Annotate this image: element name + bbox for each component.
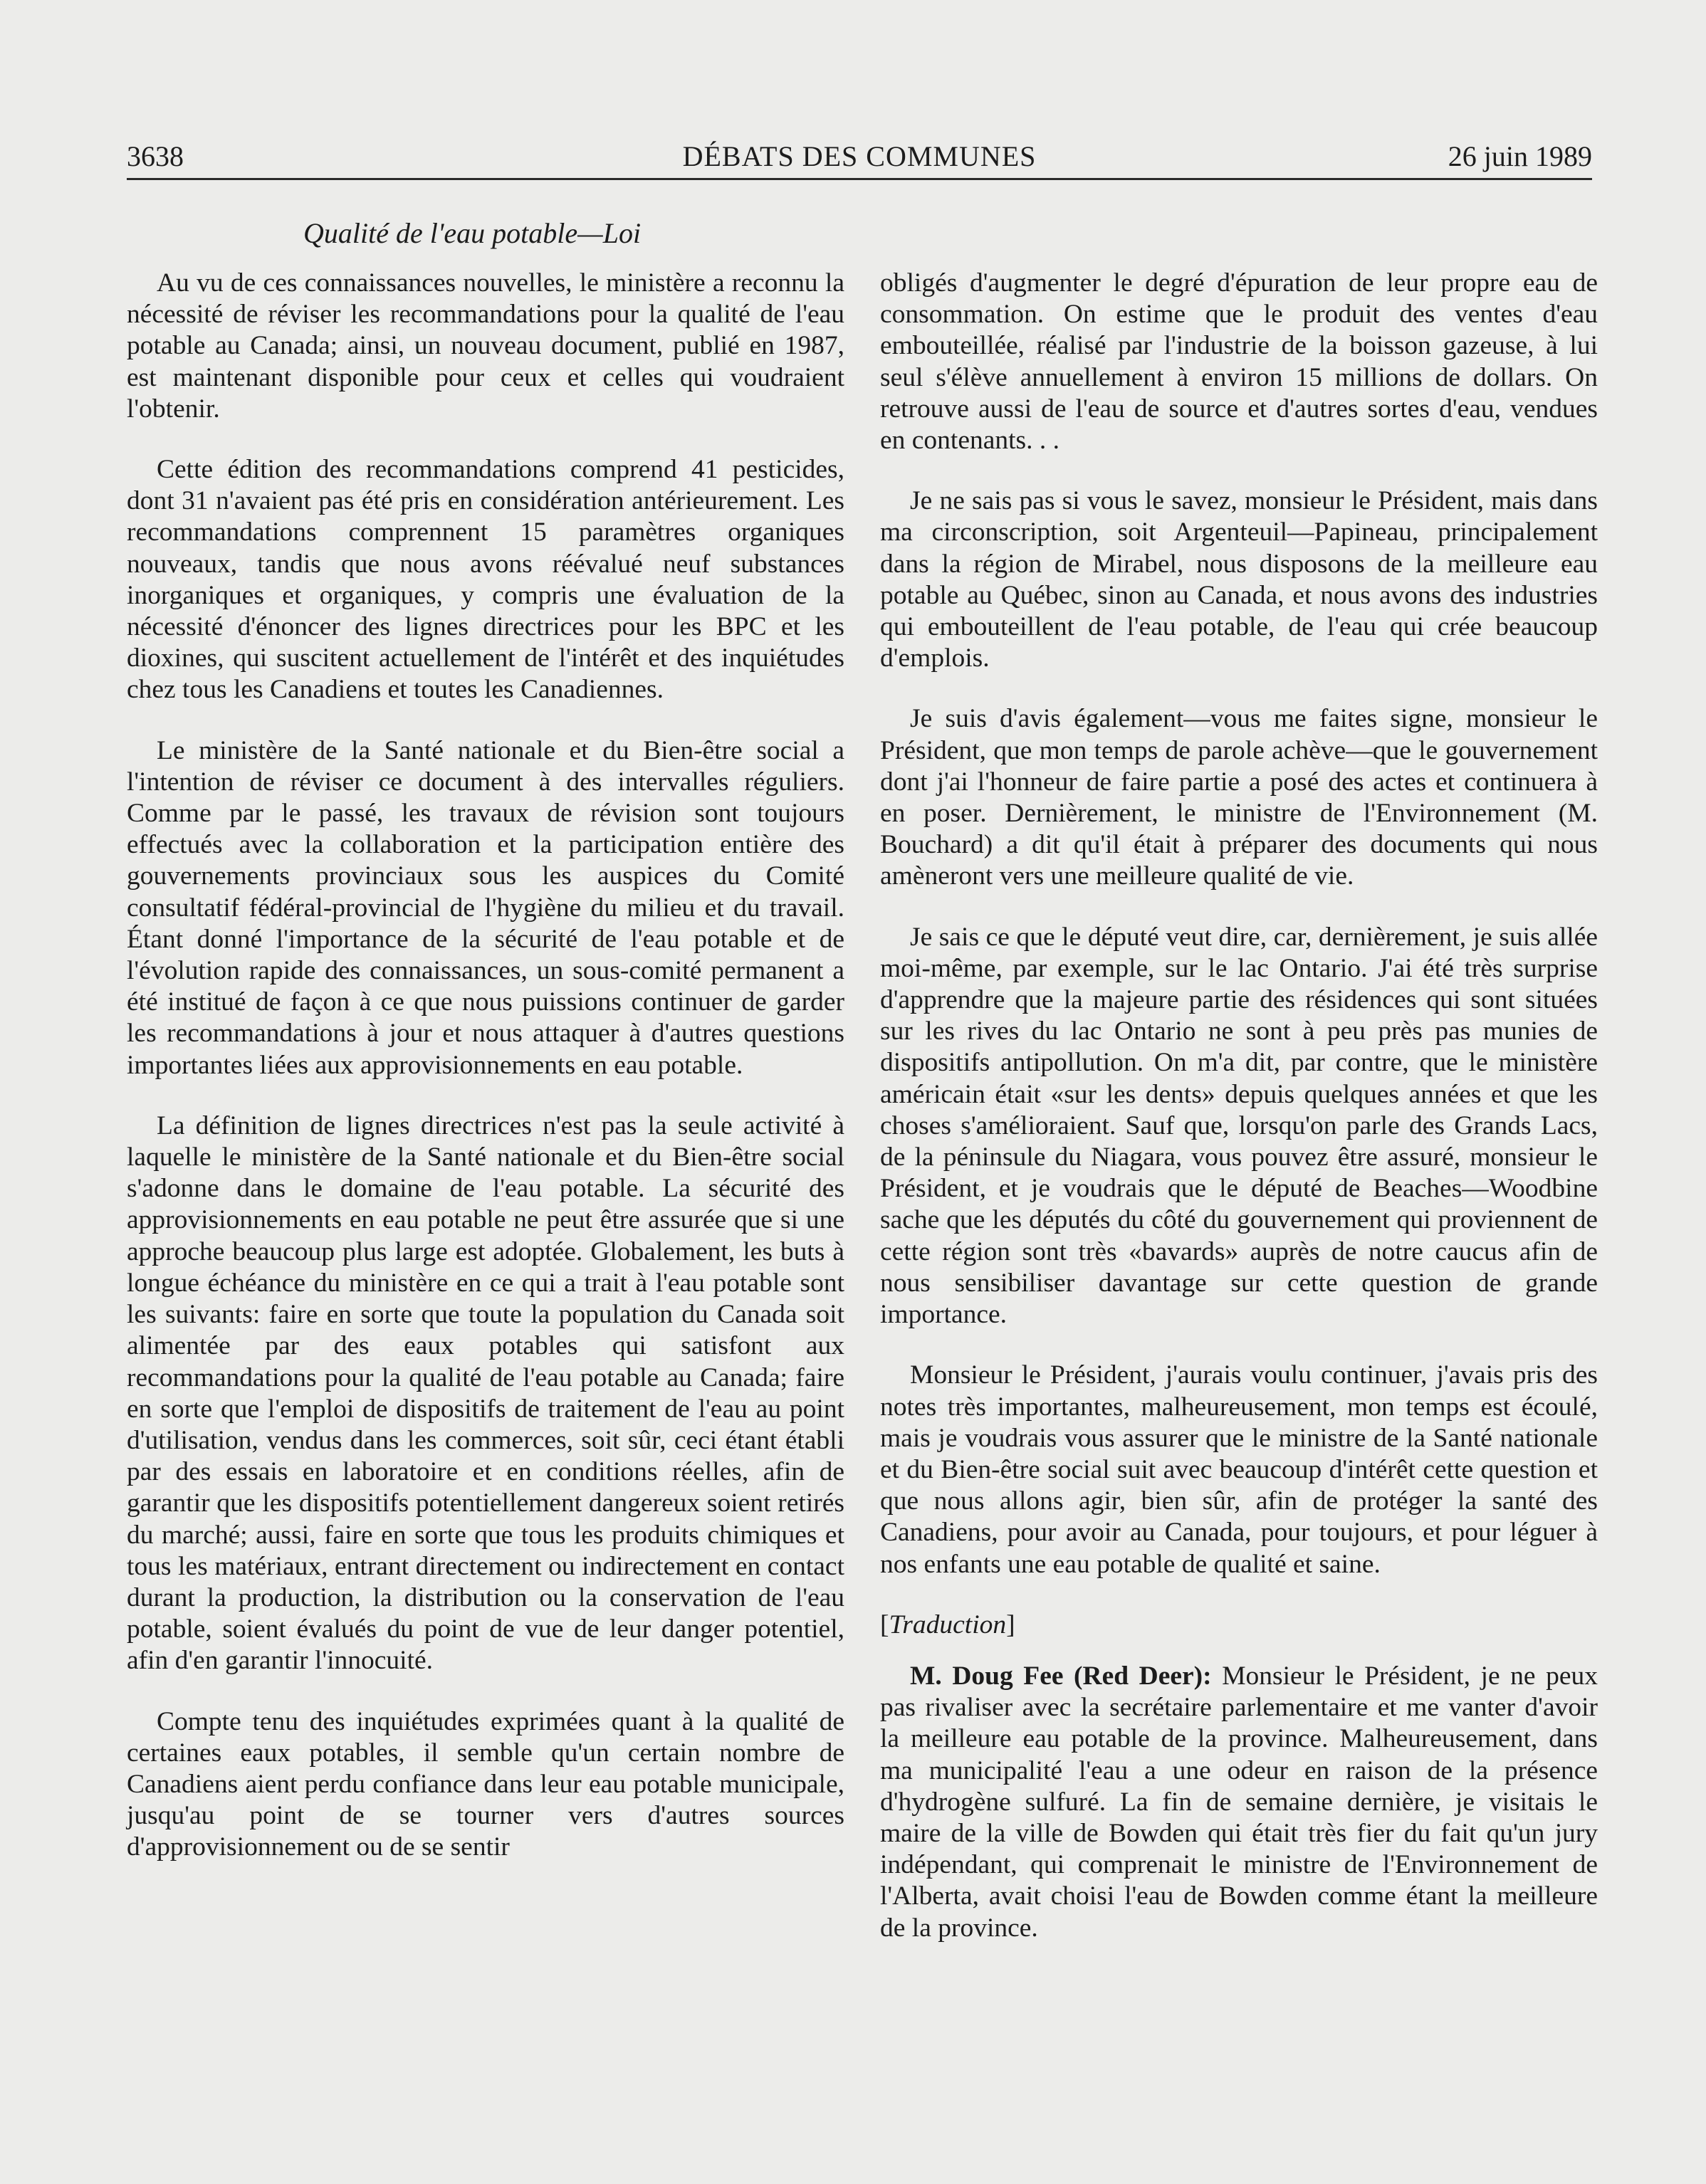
paragraph: La définition de lignes directrices n'est pas la seule activité à laquelle le ministère de la Santé nationale et du Bien-être social s'adonne dans le domaine de l'eau potable. La sécurité des approvisionnements en eau potable ne peut être assurée que si une approche beaucoup plus large est adoptée. Globalement, les buts à longue échéance du ministère en ce qui a trait à l'eau potable sont les suivants: faire en sorte que toute la population du Canada soit alimentée par des eaux potables qui satisfont aux recommandations pour la qualité de l'eau potable au Canada; faire en sorte que l'emploi de dispositifs de traitement de l'eau au point d'utilisation, vendus dans les commerces, soit sûr, ceci étant établi par des essais en laboratoire et en conditions réelles, afin de garantir que les dispositifs potentiellement dangereux soient retirés du marché; aussi, faire en sorte que tous les produits chimiques et tous les matériaux, entrant directement ou indirectement en contact durant la production, la distribution ou la conservation de l'eau potable, soient évalués du point de vue de leur danger potentiel, afin d'en garantir l'innocuité. bbox=[127, 1111, 844, 1676]
translation-tag-text: Traduction bbox=[889, 1610, 1007, 1639]
speaker-text: Monsieur le Président, je ne peux pas rivaliser avec la secrétaire parlementaire et me vanter d'avoir la meilleure eau potable de la province. Malheureusement, dans ma municipalité l'eau a une odeur en raison de la présence d'hydrogène sulfuré. La fin de semaine dernière, je visitais le maire de la ville de Bowden qui était très fier du fait qu'un jury indépendant, qui comprenait le ministre de l'Environnement de l'Alberta, avait choisi l'eau de Bowden comme étant la meilleure de la province. bbox=[880, 1661, 1598, 1943]
paragraph: Je ne sais pas si vous le savez, monsieur le Président, mais dans ma circonscription, soit Argenteuil—Papineau, principalement dans la région de Mirabel, nous disposons de la meilleure eau potable au Québec, sinon au Canada, et nous avons des industries qui embouteillent de l'eau potable, de l'eau qui crée beaucoup d'emplois. bbox=[880, 486, 1598, 673]
publication-date: 26 juin 1989 bbox=[1448, 140, 1592, 172]
page-header bbox=[127, 134, 1592, 179]
paragraph: Monsieur le Président, j'aurais voulu continuer, j'avais pris des notes très importantes, malheureusement, mon temps est écoulé, mais je voudrais vous assurer que le ministre de la Santé nationale et du Bien-être social suit avec beaucoup d'intérêt cette question et que nous allons agir, bien sûr, afin de protéger la santé des Canadiens, pour avoir au Canada, pour toujours, et pour léguer à nos enfants une eau potable de qualité et saine. bbox=[880, 1360, 1598, 1579]
speaker-paragraph bbox=[880, 1661, 1598, 1944]
publication-title: DÉBATS DES COMMUNES bbox=[682, 140, 1037, 172]
translation-tag: [Traduction] bbox=[880, 1610, 1015, 1639]
left-column bbox=[127, 268, 844, 1893]
paragraph: Le ministère de la Santé nationale et du Bien-être social a l'intention de réviser ce document à des intervalles réguliers. Comme par le passé, les travaux de révision sont toujours effectués avec la collaboration et la participation entière des gouvernements provinciaux sous les auspices du Comité consultatif fédéral-provincial de l'hygiène du milieu et du travail. Étant donné l'importance de la sécurité de l'eau potable et de l'évolution rapide des connaissances, un sous-comité permanent a été institué de façon à ce que nous puissions continuer de garder les recommandations à jour et nous attaquer à d'autres questions importantes liées aux approvisionnements en eau potable. bbox=[127, 735, 844, 1080]
paragraph: Compte tenu des inquiétudes exprimées quant à la qualité de certaines eaux potables, il semble qu'un certain nombre de Canadiens aient perdu confiance dans leur eau potable municipale, jusqu'au point de se tourner vers d'autres sources d'approvisionnement ou de se sentir bbox=[127, 1706, 844, 1862]
section-title: Qualité de l'eau potable—Loi bbox=[303, 217, 642, 249]
speaker-name: M. Doug Fee (Red Deer): bbox=[910, 1661, 1212, 1691]
right-column bbox=[880, 268, 1598, 1973]
header-rule bbox=[127, 178, 1592, 180]
paragraph: Cette édition des recommandations comprend 41 pesticides, dont 31 n'avaient pas été pris en considération antérieurement. Les recommandations comprennent 15 paramètres organiques nouveaux, tandis que nous avons réévalué neuf substances inorganiques et organiques, y compris une évaluation de la nécessité d'énoncer des lignes directrices pour les BPC et les dioxines, qui suscitent actuellement de l'intérêt et des inquiétudes chez tous les Canadiens et toutes les Canadiennes. bbox=[127, 455, 844, 705]
paragraph: Je suis d'avis également—vous me faites signe, monsieur le Président, que mon temps de parole achève—que le gouvernement dont j'ai l'honneur de faire partie a posé des actes et continuera à en poser. Dernièrement, le ministre de l'Environnement (M. Bouchard) a dit qu'il était à préparer des documents qui nous amèneront vers une meilleure qualité de vie. bbox=[880, 704, 1598, 891]
page-number: 3638 bbox=[127, 140, 184, 172]
paragraph: obligés d'augmenter le degré d'épuration de leur propre eau de consommation. On estime que le produit des ventes d'eau embouteillée, réalisé par l'industrie de la boisson gazeuse, à lui seul s'élève annuellement à environ 15 millions de dollars. On retrouve aussi de l'eau de source et d'autres sortes d'eau, vendues en contenants. . . bbox=[880, 268, 1598, 456]
paragraph: Au vu de ces connaissances nouvelles, le ministère a reconnu la nécessité de réviser les recommandations pour la qualité de l'eau potable au Canada; ainsi, un nouveau document, publié en 1987, est maintenant disponible pour ceux et celles qui voudraient l'obtenir. bbox=[127, 268, 844, 424]
paragraph: Je sais ce que le député veut dire, car, dernièrement, je suis allée moi-même, par exemple, sur le lac Ontario. J'ai été très surprise d'apprendre que la majeure partie des résidences qui sont situées sur les rives du lac Ontario ne sont à peu près pas munies de dispositifs antipollution. On m'a dit, par contre, que le ministère américain était «sur les dents» depuis quelques années et que les choses s'amélioraient. Sauf que, lorsqu'on parle des Grands Lacs, de la péninsule du Niagara, vous pouvez être assuré, monsieur le Président, et je voudrais que le député de Beaches—Woodbine sache que les députés du côté du gouvernement qui proviennent de cette région sont très «bavards» auprès de notre caucus afin de nous sensibiliser davantage sur cette question de grande importance. bbox=[880, 922, 1598, 1330]
